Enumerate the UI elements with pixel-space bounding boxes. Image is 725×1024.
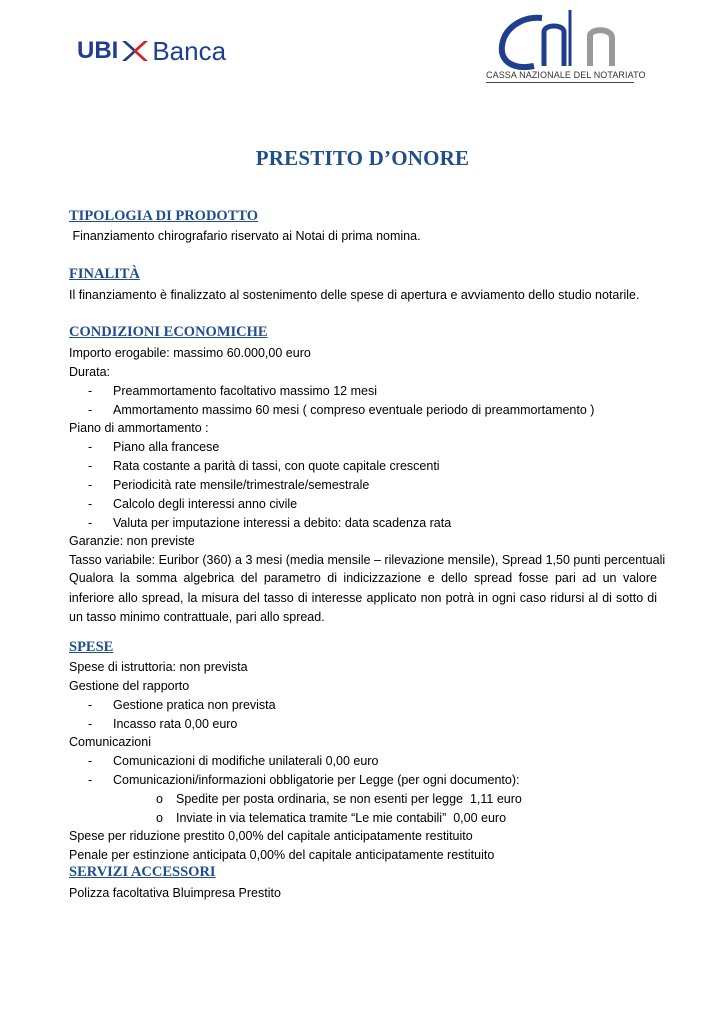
list-item: - Rata costante a parità di tassi, con quote capitale crescenti <box>88 459 440 473</box>
list-item: - Comunicazioni/informazioni obbligatorie per Legge (per ogni documento): <box>88 773 520 787</box>
comunicazioni-label: Comunicazioni <box>69 735 151 749</box>
ubi-logo-text: UBI <box>77 37 119 64</box>
sub-list-item: o Inviate in via telematica tramite “Le mie contabili” 0,00 euro <box>156 811 507 825</box>
ubi-logo-mark-icon <box>120 38 150 64</box>
document-title: PRESTITO D’ONORE <box>255 146 470 170</box>
list-item: - Incasso rata 0,00 euro <box>88 717 238 731</box>
heading-condizioni: CONDIZIONI ECONOMICHE <box>69 324 268 340</box>
tipologia-text: Finanziamento chirografario riservato ai Notai di prima nomina. <box>69 229 421 243</box>
tasso-text: Tasso variabile: Euribor (360) a 3 mesi (media mensile – rilevazione mensile), Spread 1,50 punti percentuali <box>69 553 666 567</box>
list-item: - Gestione pratica non prevista <box>88 698 276 712</box>
list-item: - Periodicità rate mensile/trimestrale/semestrale <box>88 478 370 492</box>
gestione-label: Gestione del rapporto <box>69 679 190 693</box>
garanzie-text: Garanzie: non previste <box>69 534 195 548</box>
penale-text: Penale per estinzione anticipata 0,00% del capitale anticipatamente restituito <box>69 848 495 862</box>
finalita-text: Il finanziamento è finalizzato al sostenimento delle spese di apertura e avviamento dello studio notarile. <box>69 288 640 302</box>
banca-logo-text: Banca <box>152 35 227 66</box>
list-item: - Valuta per imputazione interessi a debito: data scadenza rata <box>88 516 452 530</box>
sub-list-item: o Spedite per posta ordinaria, se non esenti per legge 1,11 euro <box>156 792 522 806</box>
list-item: - Preammortamento facoltativo massimo 12 mesi <box>88 384 377 398</box>
heading-tipologia: TIPOLOGIA DI PRODOTTO <box>69 208 259 224</box>
heading-finalita: FINALITÀ <box>69 266 140 282</box>
list-item: - Ammortamento massimo 60 mesi ( compreso eventuale periodo di preammortamento ) <box>88 403 595 417</box>
qualora-paragraph: Qualora la somma algebrica del parametro di indicizzazione e dello spread fosse pari ad un valore inferiore allo spread, la misura del tasso di interesse applicato non potrà in ogni caso ridursi al di sotto di un tasso minimo contrattuale, pari allo spread. <box>69 571 657 625</box>
servizi-text: Polizza facoltativa Bluimpresa Prestito <box>69 886 281 900</box>
heading-servizi: SERVIZI ACCESSORI <box>69 864 216 880</box>
list-item: - Calcolo degli interessi anno civile <box>88 497 298 511</box>
durata-label: Durata: <box>69 365 110 379</box>
piano-label: Piano di ammortamento : <box>69 421 209 435</box>
importo-text: Importo erogabile: massimo 60.000,00 euro <box>69 346 311 360</box>
cassa-notariato-caption: CASSA NAZIONALE DEL NOTARIATO <box>486 70 646 80</box>
logo-underline <box>486 82 634 83</box>
ubi-banca-logo <box>77 36 226 66</box>
list-item: - Piano alla francese <box>88 440 220 454</box>
riduzione-text: Spese per riduzione prestito 0,00% del capitale anticipatamente restituito <box>69 829 473 843</box>
list-item: - Comunicazioni di modifiche unilaterali 0,00 euro <box>88 754 379 768</box>
istruttoria-text: Spese di istruttoria: non prevista <box>69 660 248 674</box>
heading-spese: SPESE <box>69 639 114 655</box>
